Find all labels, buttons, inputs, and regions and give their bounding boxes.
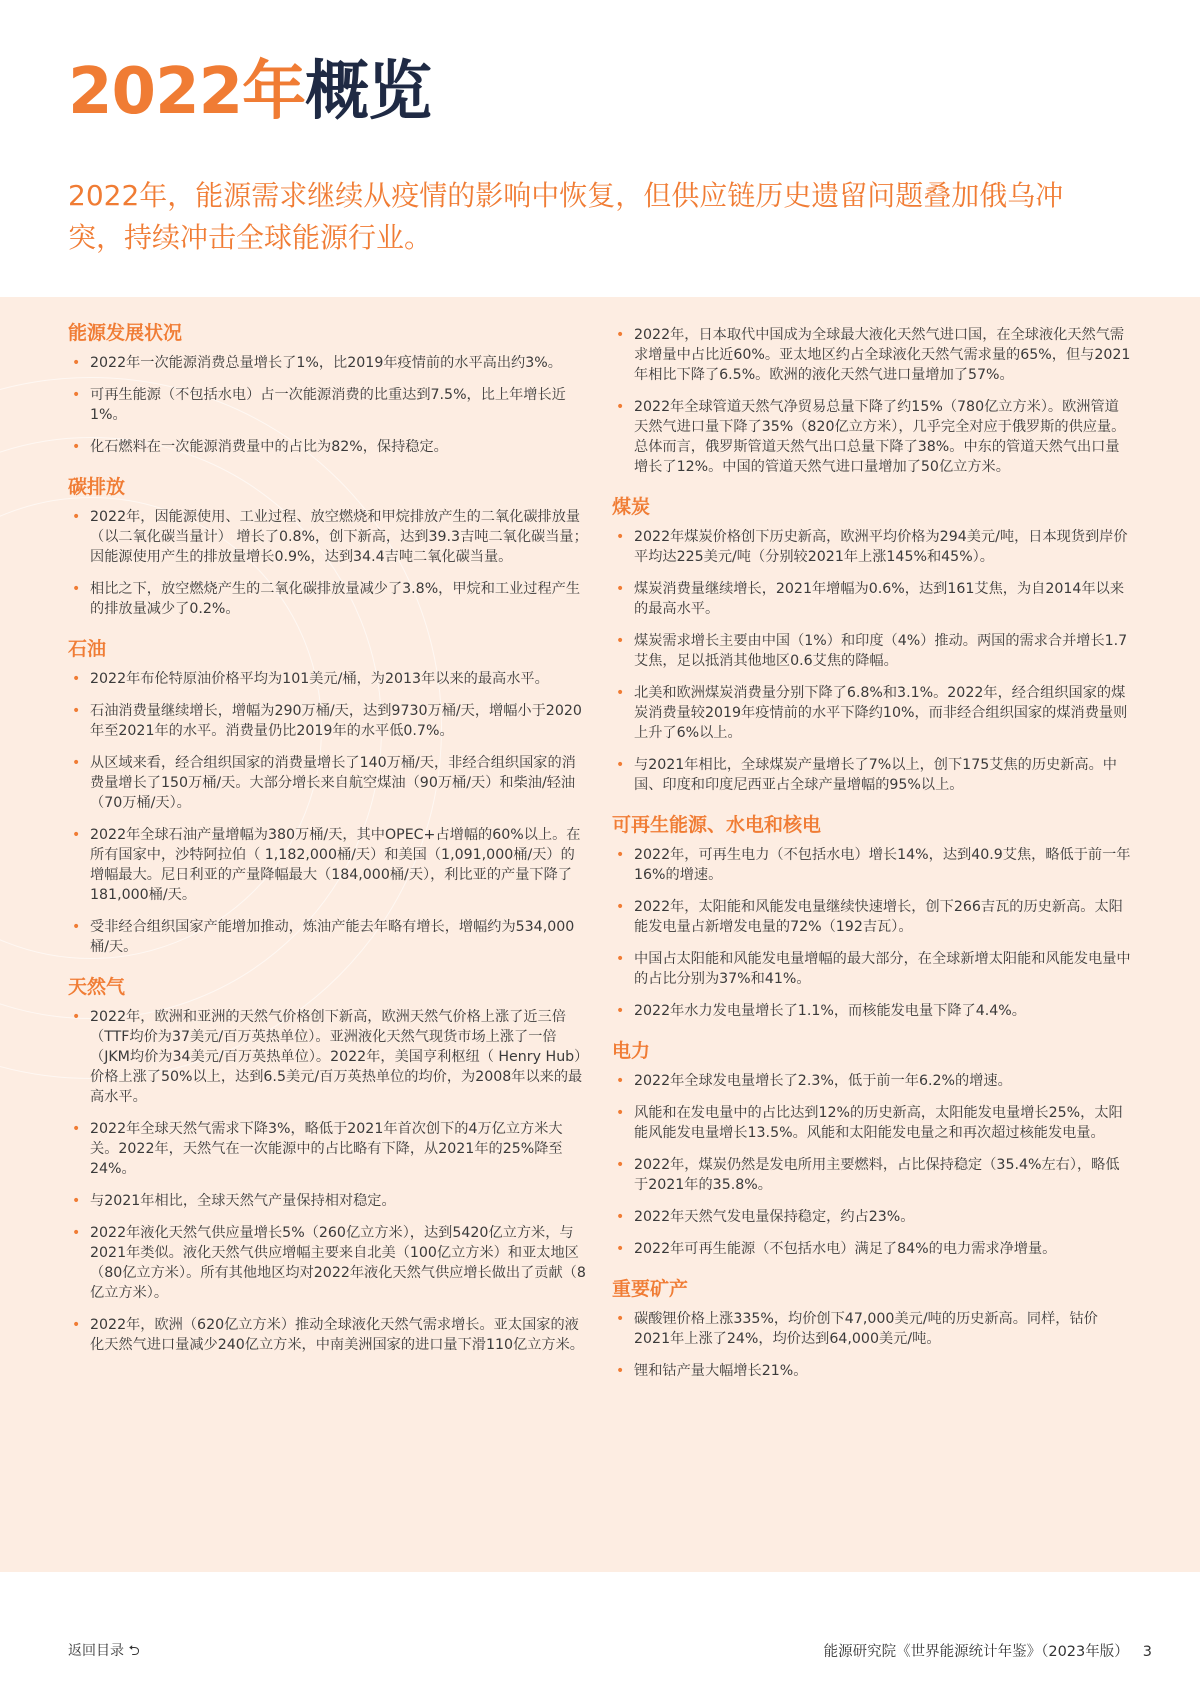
- bullet-item: • 2022年，太阳能和风能发电量继续快速增长，创下266吉瓦的历史新高。太阳能发电量占新增发电量的72%（192吉瓦）。: [612, 897, 1132, 937]
- bullet-list: [612, 1071, 1132, 1259]
- left-column: [68, 321, 588, 1367]
- page-number: 3: [1142, 1644, 1152, 1660]
- bullet-item: • 2022年布伦特原油价格平均为101美元/桶，为2013年以来的最高水平。: [68, 669, 588, 689]
- bullet-list: [68, 507, 588, 619]
- content-section: [68, 475, 588, 619]
- content-section: [612, 325, 1132, 477]
- section-heading: 电力: [612, 1040, 651, 1062]
- bullet-item: • 2022年全球管道天然气净贸易总量下降了约15%（780亿立方米）。欧洲管道天然气进口量下降了35%（820亿立方米），几乎完全对应于俄罗斯的供应量。总体而言，俄罗斯管道天然气出口总量下降了38%。中东的管道天然气出口量增长了12%。中国的管道天然气进口量增加了50亿立方米。: [612, 397, 1132, 477]
- section-heading: 重要矿产: [612, 1278, 689, 1300]
- footer-publication: [824, 1640, 1152, 1661]
- bullet-item: • 从区域来看，经合组织国家的消费量增长了140万桶/天，非经合组织国家的消费量增长了150万桶/天。大部分增长来自航空煤油（90万桶/天）和柴油/轻油（70万桶/天）。: [68, 753, 588, 813]
- content-section: [612, 1277, 1132, 1381]
- content-section: [68, 637, 588, 957]
- bullet-item: • 碳酸锂价格上涨335%，均价创下47,000美元/吨的历史新高。同样，钴价2021年上涨了24%，均价达到64,000美元/吨。: [612, 1309, 1132, 1349]
- section-heading: 能源发展状况: [68, 322, 183, 344]
- bullet-list: [612, 527, 1132, 795]
- bullet-item: • 石油消费量继续增长，增幅为290万桶/天，达到9730万桶/天，增幅小于2020年至2021年的水平。消费量仍比2019年的水平低0.7%。: [68, 701, 588, 741]
- bullet-item: • 可再生能源（不包括水电）占一次能源消费的比重达到7.5%，比上年增长近1%。: [68, 385, 588, 425]
- content-section: [68, 975, 588, 1355]
- bullet-item: • 2022年，欧洲（620亿立方米）推动全球液化天然气需求增长。亚太国家的液化天然气进口量减少240亿立方米，中南美洲国家的进口量下滑110亿立方米。: [68, 1315, 588, 1355]
- section-heading: 可再生能源、水电和核电: [612, 814, 822, 836]
- section-heading: 石油: [68, 638, 107, 660]
- title-year: 2022年: [68, 55, 306, 129]
- bullet-item: • 风能和在发电量中的占比达到12%的历史新高，太阳能发电量增长25%，太阳能风能发电量增长13.5%。风能和太阳能发电量之和再次超过核能发电量。: [612, 1103, 1132, 1143]
- bullet-list: [68, 1007, 588, 1355]
- section-heading: 碳排放: [68, 476, 126, 498]
- bullet-item: • 化石燃料在一次能源消费量中的占比为82%，保持稳定。: [68, 437, 588, 457]
- bullet-item: • 2022年液化天然气供应量增长5%（260亿立方米），达到5420亿立方米，与2021年类似。液化天然气供应增幅主要来自北美（100亿立方米）和亚太地区（80亿立方米）。所有其他地区均对2022年液化天然气供应增长做出了贡献（8亿立方米）。: [68, 1223, 588, 1303]
- section-heading: 煤炭: [612, 496, 651, 518]
- bullet-item: • 2022年全球天然气需求下降3%，略低于2021年首次创下的4万亿立方米大关。2022年，天然气在一次能源中的占比略有下降，从2021年的25%降至24%。: [68, 1119, 588, 1179]
- bullet-item: • 与2021年相比，全球天然气产量保持相对稳定。: [68, 1191, 588, 1211]
- bullet-item: • 煤炭消费量继续增长，2021年增幅为0.6%，达到161艾焦，为自2014年以来的最高水平。: [612, 579, 1132, 619]
- bullet-item: • 2022年煤炭价格创下历史新高，欧洲平均价格为294美元/吨，日本现货到岸价平均达225美元/吨（分别较2021年上涨145%和45%）。: [612, 527, 1132, 567]
- bullet-list: [612, 325, 1132, 477]
- bullet-item: • 2022年，欧洲和亚洲的天然气价格创下新高，欧洲天然气价格上涨了近三倍（TTF均价为37美元/百万英热单位）。亚洲液化天然气现货市场上涨了一倍（JKM均价为34美元/百万英热单位）。2022年，美国亨利枢纽（ Henry Hub）价格上涨了50%以上，达到6.5美元/百万英热单位的均价，为2008年以来的最高水平。: [68, 1007, 588, 1107]
- bullet-list: [612, 845, 1132, 1021]
- bullet-item: • 2022年天然气发电量保持稳定，约占23%。: [612, 1207, 1132, 1227]
- back-to-contents-link[interactable]: 返回目录 ⮌: [68, 1643, 140, 1659]
- content-section: [612, 1039, 1132, 1259]
- section-heading: 天然气: [68, 976, 126, 998]
- bullet-item: • 2022年一次能源消费总量增长了1%，比2019年疫情前的水平高出约3%。: [68, 353, 588, 373]
- bullet-item: • 2022年，煤炭仍然是发电所用主要燃料，占比保持稳定（35.4%左右），略低于2021年的35.8%。: [612, 1155, 1132, 1195]
- page-title: [68, 55, 432, 129]
- bullet-item: • 中国占太阳能和风能发电量增幅的最大部分，在全球新增太阳能和风能发电量中的占比分别为37%和41%。: [612, 949, 1132, 989]
- right-column: [612, 325, 1132, 1393]
- bullet-item: • 2022年，日本取代中国成为全球最大液化天然气进口国，在全球液化天然气需求增量中占比近60%。亚太地区约占全球液化天然气需求量的65%，但与2021年相比下降了6.5%。欧洲的液化天然气进口量增加了57%。: [612, 325, 1132, 385]
- publication-title: 能源研究院《世界能源统计年鉴》（2023年版）: [823, 1644, 1129, 1660]
- intro-text: 2022年，能源需求继续从疫情的影响中恢复，但供应链历史遗留问题叠加俄乌冲突，持续冲击全球能源行业。: [68, 179, 1064, 254]
- bullet-item: • 2022年全球石油产量增幅为380万桶/天，其中OPEC+占增幅的60%以上。在所有国家中，沙特阿拉伯（ 1,182,000桶/天）和美国（1,091,000桶/天）的增幅最大。尼日利亚的产量降幅最大（184,000桶/天），利比亚的产量下降了181,000桶/天。: [68, 825, 588, 905]
- bullet-item: • 受非经合组织国家产能增加推动，炼油产能去年略有增长，增幅约为534,000桶/天。: [68, 917, 588, 957]
- bullet-item: • 2022年可再生能源（不包括水电）满足了84%的电力需求净增量。: [612, 1239, 1132, 1259]
- bullet-item: • 煤炭需求增长主要由中国（1%）和印度（4%）推动。两国的需求合并增长1.7艾焦，足以抵消其他地区0.6艾焦的降幅。: [612, 631, 1132, 671]
- bullet-list: [68, 669, 588, 957]
- content-panel: [0, 297, 1200, 1572]
- content-section: [612, 813, 1132, 1021]
- bullet-item: • 2022年，因能源使用、工业过程、放空燃烧和甲烷排放产生的二氧化碳排放量（以二氧化碳当量计） 增长了0.8%，创下新高，达到39.3吉吨二氧化碳当量；因能源使用产生的排放量增长0.9%，达到34.4吉吨二氧化碳当量。: [68, 507, 588, 567]
- bullet-list: [68, 353, 588, 457]
- bullet-list: [612, 1309, 1132, 1381]
- bullet-item: • 锂和钴产量大幅增长21%。: [612, 1361, 1132, 1381]
- content-section: [612, 495, 1132, 795]
- bullet-item: • 2022年，可再生电力（不包括水电）增长14%，达到40.9艾焦，略低于前一年16%的增速。: [612, 845, 1132, 885]
- bullet-item: • 相比之下，放空燃烧产生的二氧化碳排放量减少了3.8%，甲烷和工业过程产生的排放量减少了0.2%。: [68, 579, 588, 619]
- content-section: [68, 321, 588, 457]
- title-word: 概览: [305, 55, 432, 129]
- bullet-item: • 与2021年相比，全球煤炭产量增长了7%以上，创下175艾焦的历史新高。中国、印度和印度尼西亚占全球产量增幅的95%以上。: [612, 755, 1132, 795]
- bullet-item: • 2022年全球发电量增长了2.3%，低于前一年6.2%的增速。: [612, 1071, 1132, 1091]
- bullet-item: • 2022年水力发电量增长了1.1%，而核能发电量下降了4.4%。: [612, 1001, 1132, 1021]
- bullet-item: • 北美和欧洲煤炭消费量分别下降了6.8%和3.1%。2022年，经合组织国家的煤炭消费量较2019年疫情前的水平下降约10%，而非经合组织国家的煤消费量则上升了6%以上。: [612, 683, 1132, 743]
